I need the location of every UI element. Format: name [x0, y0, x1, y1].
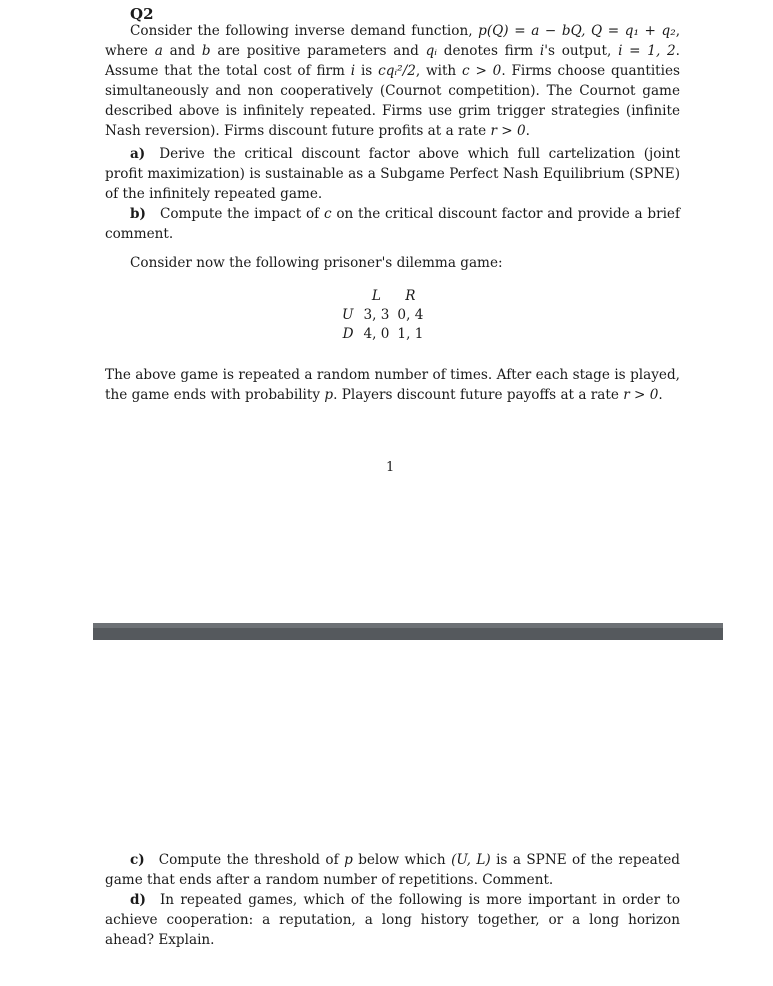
- part-d-text: In repeated games, which of the following is more important in order to achieve cooperation: a reputation, a long history together, or a long horizon ahead? Explain.: [105, 892, 680, 948]
- intro-text: , where: [105, 23, 681, 59]
- math-c-positive: c > 0: [462, 62, 502, 79]
- part-a-label: a): [130, 146, 146, 162]
- row-label-U: U: [342, 307, 354, 323]
- part-a-text: Derive the critical discount factor above which full cartelization (joint profit maximization) is sustainable as a Subgame Perfect Nash Equilibrium (SPNE) of the infinitely repeated game.: [105, 146, 680, 202]
- intro-paragraph: [105, 22, 680, 141]
- payoff-matrix-row-U: [338, 306, 427, 325]
- intro-text: are positive parameters and: [210, 42, 426, 59]
- part-b-text: Compute the impact of: [159, 206, 324, 222]
- intro-text: , with: [415, 62, 463, 79]
- repeat-paragraph: [105, 366, 680, 406]
- payoff-cell-UR: 0, 4: [397, 307, 424, 323]
- math-a: a: [154, 42, 163, 59]
- math-b: b: [201, 42, 211, 59]
- part-a-paragraph: [105, 145, 680, 205]
- part-d-label: d): [130, 892, 146, 908]
- payoff-cell-UL: 3, 3: [363, 307, 390, 323]
- part-b-text: on the critical discount factor and provide a brief comment.: [105, 206, 680, 242]
- part-c-paragraph: [105, 851, 680, 891]
- intro-text: denotes firm: [437, 42, 540, 59]
- part-b-label: b): [130, 206, 146, 222]
- payoff-cell-DR: 1, 1: [397, 326, 424, 342]
- intro-text: . Assume that the total cost of firm: [105, 42, 680, 79]
- math-demand-function: p(Q) = a − bQ, Q = q₁ + q₂: [478, 23, 676, 39]
- math-p: p: [324, 386, 334, 403]
- intro-text: .: [525, 122, 530, 139]
- math-strategy-UL: (U, L): [451, 852, 491, 868]
- payoff-cell-DL: 4, 0: [363, 326, 390, 342]
- page-number: 1: [386, 460, 395, 475]
- math-i-range: i = 1, 2: [618, 42, 676, 59]
- math-r-positive: r > 0: [490, 122, 526, 139]
- part-c-label: c): [130, 852, 145, 868]
- intro-text: Consider the following inverse demand function,: [130, 23, 479, 39]
- page-separator-highlight: [93, 623, 723, 628]
- payoff-matrix-row-D: [338, 325, 427, 344]
- intro-text: is: [355, 62, 379, 79]
- repeat-text: The above game is repeated a random number of times. After each stage is played, the game ends with probability: [105, 367, 680, 403]
- column-label-L: L: [371, 288, 381, 304]
- payoff-matrix: [338, 287, 427, 344]
- intro-text: . Firms choose quantities simultaneously and non cooperatively (Cournot competition). The Cournot game described above is infinitely repeated. Firms use grim trigger strategies (infinite Nash reversion). Firms discount future profits at a rate: [105, 62, 681, 139]
- math-cost-function: cqᵢ²/2: [378, 62, 416, 79]
- math-p: p: [344, 852, 353, 868]
- row-label-D: D: [342, 326, 354, 342]
- math-qi: qᵢ: [425, 42, 438, 59]
- intro-text: 's output,: [544, 42, 619, 59]
- math-r-positive: r > 0: [623, 386, 659, 403]
- repeat-text: .: [658, 386, 663, 403]
- part-c-text: below which: [352, 852, 452, 868]
- pd-intro-paragraph: [105, 254, 680, 274]
- part-c-text: Compute the threshold of: [158, 852, 345, 868]
- page-separator: [93, 623, 723, 640]
- intro-text: and: [162, 42, 202, 59]
- column-label-R: R: [405, 288, 416, 304]
- part-d-paragraph: [105, 891, 680, 951]
- math-c: c: [323, 206, 332, 222]
- question-heading: Q2: [130, 5, 154, 23]
- part-c-text: is a SPNE of the repeated game that ends after a random number of repetitions. Comment.: [105, 852, 680, 888]
- corner-cell: [338, 287, 359, 306]
- part-b-paragraph: [105, 205, 680, 245]
- pd-intro-text: Consider now the following prisoner's dilemma game:: [130, 255, 503, 271]
- repeat-text: . Players discount future payoffs at a rate: [333, 386, 624, 403]
- math-i: i: [539, 42, 545, 59]
- math-i: i: [350, 62, 356, 79]
- payoff-matrix-header-row: [338, 287, 427, 306]
